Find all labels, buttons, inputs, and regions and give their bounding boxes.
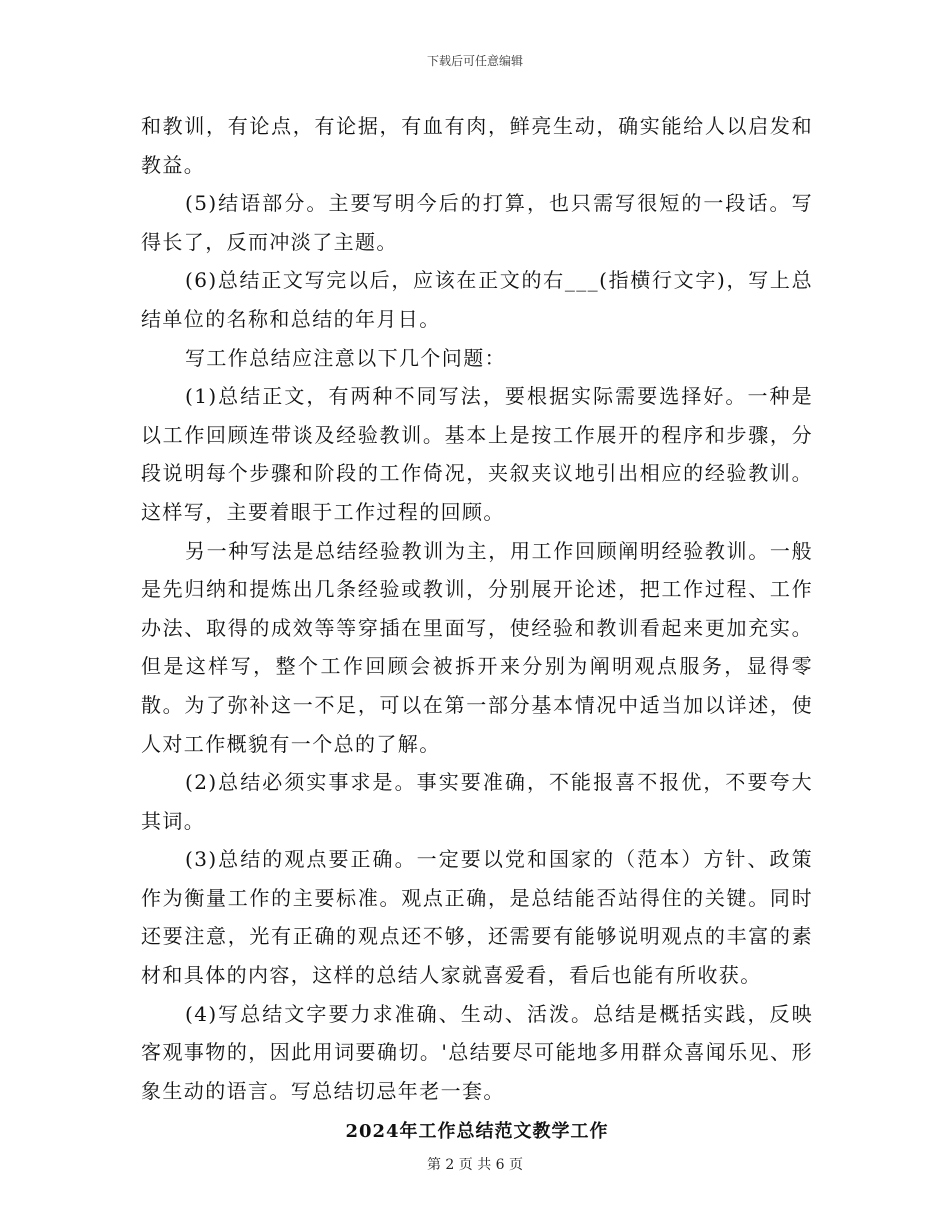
paragraph-2: (5)结语部分。主要写明今后的打算，也只需写很短的一段话。写得长了，反而冲淡了主题。 [141, 191, 813, 254]
paragraph-7: (2)总结必须实事求是。事实要准确，不能报喜不报优，不要夸大其词。 [141, 770, 813, 833]
paragraph-5: (1)总结正文，有两种不同写法，要根据实际需要选择好。一种是以工作回顾连带谈及经验教训。基本上是按工作展开的程序和步骤，分段说明每个步骤和阶段的工作倚况，夹叙夹议地引出相应的经验教训。这样写，主要着眼于工作过程的回顾。 [141, 384, 813, 524]
paragraph-4: 写工作总结应注意以下几个问题： [185, 345, 506, 370]
page-footer: 第 2 页 共 6 页 [426, 1157, 524, 1173]
document-body [141, 107, 813, 1152]
section-title: 2024年工作总结范文教学工作 [345, 1121, 609, 1143]
paragraph-9: (4)写总结文字要力求准确、生动、活泼。总结是概括实践，反映客观事物的，因此用词要确切。'总结要尽可能地多用群众喜闻乐见、形象生动的语言。写总结切忌年老一套。 [141, 1001, 813, 1103]
page-header: 下载后可任意编辑 [426, 54, 523, 68]
paragraph-8: (3)总结的观点要正确。一定要以党和国家的（范本）方针、政策作为衡量工作的主要标准。观点正确，是总结能否站得住的关键。同时还要注意，光有正确的观点还不够，还需要有能够说明观点的丰富的素材和具体的内容，这样的总结人家就喜爱看，看后也能有所收获。 [141, 847, 813, 988]
paragraph-6: 另一种写法是总结经验教训为主，用工作回顾阐明经验教训。一般是先归纳和提炼出几条经验或教训，分别展开论述，把工作过程、工作办法、取得的成效等等穿插在里面写，使经验和教训看起来更加充实。但是这样写，整个工作回顾会被拆开来分别为阐明观点服务，显得零散。为了弥补这一不足，可以在第一部分基本情况中适当加以详述，使人对工作概貌有一个总的了解。 [141, 538, 813, 756]
paragraph-3: (6)总结正文写完以后，应该在正文的右___(指横行文字)，写上总结单位的名称和总结的年月日。 [141, 268, 813, 331]
paragraph-1: 和教训，有论点，有论据，有血有肉，鲜亮生动，确实能给人以启发和教益。 [141, 114, 813, 177]
